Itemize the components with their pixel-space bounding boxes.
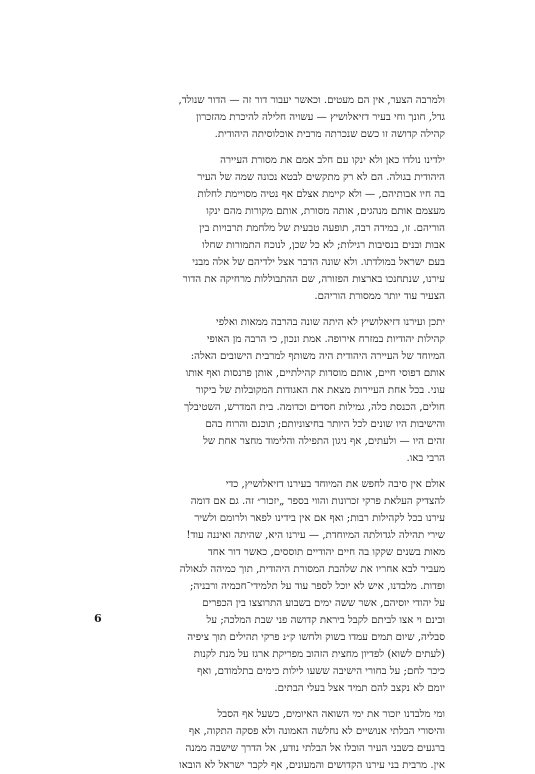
- text-line: (לעתים לשוא) לפדיון מחצית הזהוב מפריקת ארגז על מנת לקנות: [193, 649, 445, 660]
- text-line: גדל, חונך וחי בעיר דזיאלושיץ — עשויה חלילה להיכרת מהזכרון: [196, 112, 445, 123]
- text-line: מעצמם אותם מנהגים, אותה מסורת, אותם מקורות מהם ינקו: [206, 206, 445, 217]
- text-line: חולים, הכנסת כלה, גמילות חסדים וכדומה. בית המדרש, השטיבלך: [184, 402, 445, 413]
- text-line: והישיבות היו שונים לכל היותר בחיצוניותם; תוכנם והרוח בהם: [205, 419, 445, 430]
- paragraph-5: [100, 706, 445, 774]
- paragraph-gap: [100, 467, 445, 476]
- text-line: ופדות. מלבדנו, איש לא יוכל לספר עוד על תלמידי־חכמיה ורבניה;: [190, 581, 445, 592]
- text-line: עירנו, שנתחנכו בארצות הפזורה, שם ההתבוללות מרחיקה את הדור: [182, 274, 445, 285]
- text-line: אותם דפוסי חיים, אותם מוסדות קהילתיים, אותן פרנסות ואף אותו: [185, 368, 445, 379]
- text-line: על יהודי יוסיהם, אשר ששה ימים בשבוע התרוצצו בין הכפרים: [202, 598, 445, 609]
- text-line: המיוחד של העיירה היהודית היה משותף למרבית הישובים האלה:: [190, 351, 445, 362]
- text-line: אין. מרבית בני עירנו הקדושים והמעונים, אף לקבר ישראל לא הובאו: [179, 760, 445, 771]
- paragraph-gap: [100, 697, 445, 706]
- text-line: כיכר לחם; על בחורי הישיבה ששעו לילות כימים בתלמודם, ואף: [197, 666, 445, 677]
- text-line: והיסורי הבלתי אנושיים לא נחלשה האמונה ולא פסקה התקוה, אף: [188, 726, 445, 737]
- text-line: מאות בשנים שקקו בה חיים יהודיים תוססים, כאשר דור אחד: [207, 547, 445, 558]
- paragraph-4: [100, 476, 445, 697]
- text-line: יתכן ועירנו דזיאלושיץ לא היתה שונה בהרבה ממאות ואלפי: [216, 317, 445, 328]
- text-line: הצעיר עוד יותר ממסורת הוריהם.: [314, 291, 445, 302]
- text-line: ילדינו נולדו כאן ולא ינקו עם חלב אמם את מסורת העיירה: [220, 155, 445, 166]
- text-line: הרבי באו.: [406, 453, 445, 464]
- text-line: אבות ובנים בנסיבות רגילות; לא כל שכן, לנוכח התמורות שחלו: [202, 240, 445, 251]
- text-line: ומי מלבדנו יזכור את ימי השואה האיומים, כשעל אף הסבל: [217, 709, 445, 720]
- paragraph-1: [100, 92, 445, 143]
- text-line: קהילה קדושה זו כשם שנכרתה מרבית אוכלוסיתה היהודית.: [214, 129, 445, 140]
- text-line: ולמרבה הצער, אין הם מעטים. וכאשר יעבור דור זה — הדור שנולד,: [178, 95, 445, 106]
- body-text: [100, 92, 445, 774]
- text-line: מעביר לבא אחריו את שלהבת המסורת היהודית, תוך כמיהה לגאולה: [179, 564, 445, 575]
- text-line: ברגעים כשבני העיר הובלו אל הבלתי נודע, אל הדרך שישבה ממנה: [185, 743, 445, 754]
- paragraph-2: [100, 152, 445, 305]
- text-line: ובינם וי אצו לביתם לקבל ביראת קדושה פני שבת המלכה; על: [206, 615, 445, 626]
- page-number: 6: [94, 612, 102, 625]
- paragraph-gap: [100, 143, 445, 152]
- text-line: להצדיק העלאת פרקי זכרונות והווי בספר „יזכור״ זה. גם אם דומה: [190, 496, 445, 507]
- text-line: בה חיו אבותיהם, — ולא קיימת אצלם אף נטיה מסויימת לחלות: [197, 189, 445, 200]
- text-line: סבליה, שיום תמים עמדו בשוק ולחשו ק״נ פרקי תהילים תוך ציפיה: [187, 632, 445, 643]
- text-line: שירי תהילה לגדולתה המיוחדת, — עירנו היא, שהיתה ואיננה עוד!: [186, 530, 445, 541]
- text-line: עוני. בכל אחת העיירות מצאת את האגודות המקובלות של ביקור: [195, 385, 445, 396]
- paragraph-gap: [100, 305, 445, 314]
- text-line: היהודית בגולה. הם לא רק מתקשים לבטא נכונה שמה של העיר: [197, 172, 445, 183]
- text-line: זהים היו — ולעתים, אף ניגון התפילה והלימוד מחצר אחת של: [203, 436, 445, 447]
- text-line: אולם אין סיבה לחפש את המיוחד בעירנו דזיאלושיץ, כדי: [225, 479, 445, 490]
- text-line: בעם ישראל במולדתו. ולא שונה הדבר אצל ילדיהם של אלה מבני: [192, 257, 445, 268]
- text-line: עירנו בכל לקהילות רבות; ואף אם אין בידינו לפאר ולרומם ולשיר: [194, 513, 445, 524]
- paragraph-3: [100, 314, 445, 467]
- text-line: יומם לא נקצב להם תמיד אצל בעלי הבתים.: [274, 683, 445, 694]
- text-line: הוריהם. זו, במידה רבה, תופעה טבעית של מלחמת תרבויות בין: [199, 223, 445, 234]
- text-line: קהילות יהודיות במזרח אירופה. אמת ונכון, כי הרבה מן האופי: [206, 334, 445, 345]
